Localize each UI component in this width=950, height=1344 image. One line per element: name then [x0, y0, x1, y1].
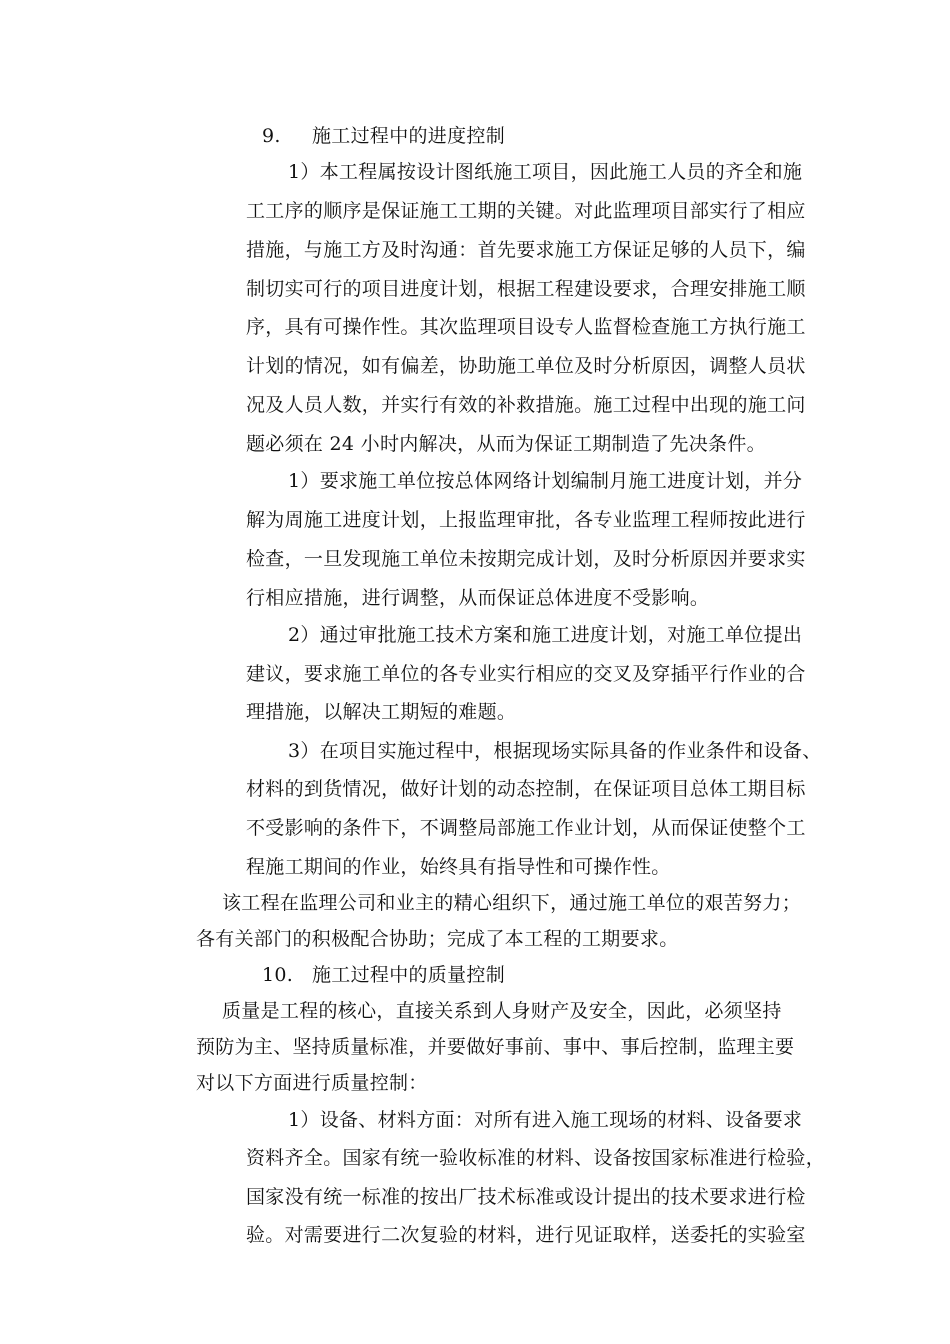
para-a-line: 措施，与施工方及时沟通：首先要求施工方保证足够的人员下，编	[246, 239, 806, 261]
section-10-title: 施工过程中的质量控制	[312, 964, 506, 986]
para-d-line: 程施工期间的作业，始终具有指导性和可操作性。	[246, 856, 671, 878]
para-a-line: 1）本工程属按设计图纸施工项目，因此施工人员的齐全和施	[288, 161, 803, 183]
para-f-line: 质量是工程的核心，直接关系到人身财产及安全，因此，必须坚持	[222, 1000, 782, 1022]
para-d-line: 不受影响的条件下，不调整局部施工作业计划，从而保证使整个工	[246, 817, 806, 839]
para-a-line: 序，具有可操作性。其次监理项目设专人监督检查施工方执行施工	[246, 316, 806, 338]
para-b-line: 解为周施工进度计划，上报监理审批，各专业监理工程师按此进行	[246, 509, 806, 531]
para-c-line: 建议，要求施工单位的各专业实行相应的交叉及穿插平行作业的合	[246, 663, 806, 685]
para-g-line: 资料齐全。国家有统一验收标准的材料、设备按国家标准进行检验，	[246, 1147, 826, 1169]
para-b-line: 1）要求施工单位按总体网络计划编制月施工进度计划，并分	[288, 470, 803, 492]
para-e-line: 该工程在监理公司和业主的精心组织下，通过施工单位的艰苦努力；	[222, 892, 802, 914]
para-d-line: 材料的到货情况，做好计划的动态控制，在保证项目总体工期目标	[246, 778, 806, 800]
section-9-number: 9.	[262, 125, 281, 147]
section-9-title: 施工过程中的进度控制	[312, 125, 506, 147]
para-a-line: 题必须在 24 小时内解决，从而为保证工期制造了先决条件。	[246, 433, 766, 455]
section-10-number: 10.	[262, 964, 294, 986]
para-g-line: 1）设备、材料方面：对所有进入施工现场的材料、设备要求	[288, 1109, 803, 1131]
para-c-line: 2）通过审批施工技术方案和施工进度计划，对施工单位提出	[288, 624, 803, 646]
para-b-line: 检查，一旦发现施工单位未按期完成计划，及时分析原因并要求实	[246, 548, 806, 570]
para-f-line: 对以下方面进行质量控制：	[196, 1072, 428, 1094]
para-f-line: 预防为主、坚持质量标准，并要做好事前、事中、事后控制，监理主要	[196, 1036, 795, 1058]
para-a-line: 工工序的顺序是保证施工工期的关键。对此监理项目部实行了相应	[246, 200, 806, 222]
para-a-line: 制切实可行的项目进度计划，根据工程建设要求，合理安排施工顺	[246, 278, 806, 300]
para-g-line: 验。对需要进行二次复验的材料，进行见证取样，送委托的实验室	[246, 1224, 806, 1246]
para-e-line: 各有关部门的积极配合协助；完成了本工程的工期要求。	[196, 928, 679, 950]
para-g-line: 国家没有统一标准的按出厂技术标准或设计提出的技术要求进行检	[246, 1186, 806, 1208]
para-a-line: 计划的情况，如有偏差，协助施工单位及时分析原因，调整人员状	[246, 355, 806, 377]
para-d-line: 3）在项目实施过程中，根据现场实际具备的作业条件和设备、	[288, 740, 822, 762]
para-a-line: 况及人员人数，并实行有效的补救措施。施工过程中出现的施工问	[246, 394, 806, 416]
para-c-line: 理措施，以解决工期短的难题。	[246, 701, 517, 723]
para-b-line: 行相应措施，进行调整，从而保证总体进度不受影响。	[246, 587, 710, 609]
